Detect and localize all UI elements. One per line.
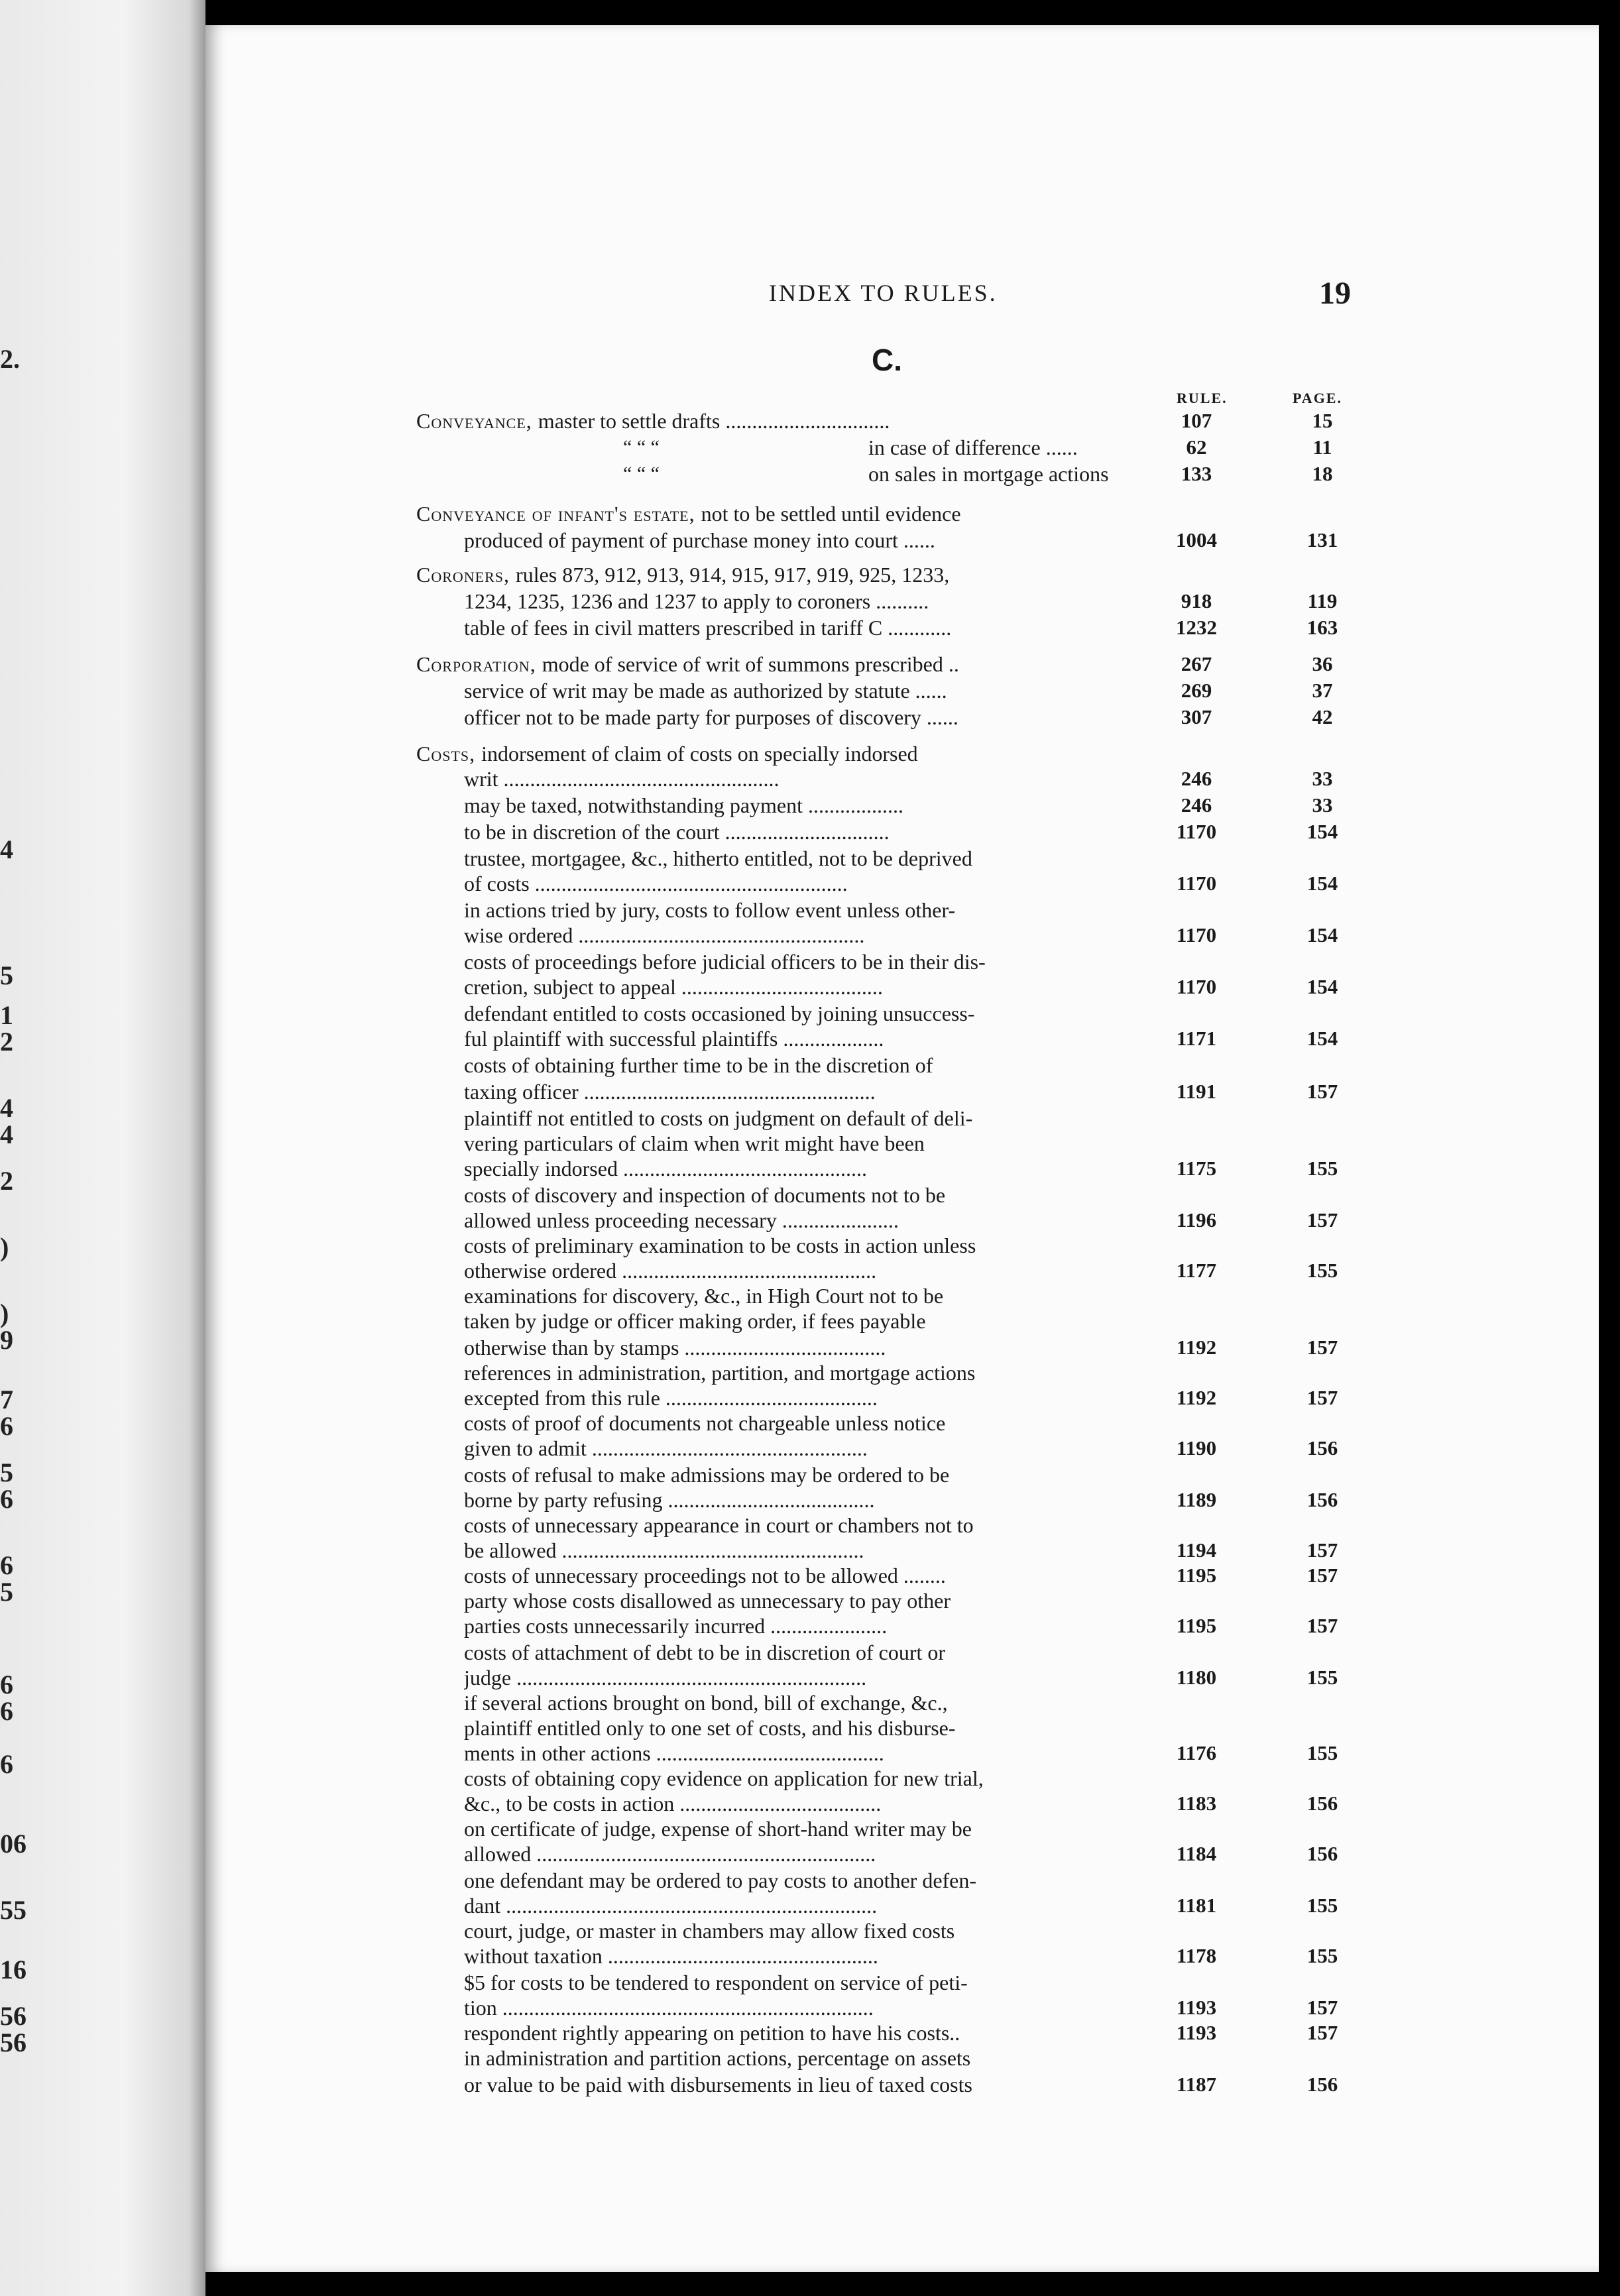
index-subentry-line [464,1943,1153,1969]
rule-number: 1191 [1176,1080,1217,1103]
entry-text: costs of proceedings before judicial officers to be in their dis- [464,950,986,974]
rule-number: 107 [1181,409,1212,432]
page-reference: 155 [1306,1157,1338,1180]
entry-text: rules 873, 912, 913, 914, 915, 917, 919, 925, 1233, [516,563,950,587]
page-reference: 157 [1306,1996,1338,2019]
left-margin-fragment: 9 [0,1325,13,1355]
entry-text: not to be settled until evidence [701,502,961,526]
index-subentry-line [464,1131,1153,1156]
page-reference: 154 [1306,820,1338,843]
page-reference: 157 [1306,1336,1338,1359]
page-reference: 15 [1312,409,1333,432]
rule-number: 133 [1181,462,1212,485]
entry-text: costs of attachment of debt to be in discretion of court or [464,1640,946,1664]
entry-text: ments in other actions ........................................... [464,1741,884,1765]
index-subentry-line [464,2072,1153,2097]
page-reference: 156 [1306,1436,1338,1460]
entry-text: in actions tried by jury, costs to follow event unless other- [464,898,956,922]
index-subentry-line [464,766,1153,791]
rule-number: 1192 [1176,1336,1217,1359]
index-subentry-line [464,2020,1153,2045]
entry-text: ful plaintiff with successful plaintiffs ................... [464,1027,884,1051]
page-reference: 156 [1306,2073,1338,2096]
index-subentry-line [464,1335,1153,1360]
entry-text: to be in discretion of the court ............................... [464,820,890,844]
left-margin-fragment: 2 [0,1027,13,1057]
index-subentry-line [464,1308,1153,1334]
index-subentry-line [464,1462,1153,1487]
entry-heading: Costs, [416,742,482,766]
index-subentry-line [464,1001,1153,1026]
left-margin-fragment: 2 [0,1166,13,1196]
rule-number: 1195 [1176,1614,1217,1637]
index-subentry-line [464,1258,1153,1283]
index-subentry-line [464,1283,1153,1308]
left-margin-fragment: 6 [0,1411,13,1441]
index-subentry-line [464,1995,1153,2020]
ditto-marks: “ “ “ [623,463,660,485]
rule-number: 1171 [1176,1027,1217,1050]
page-reference: 157 [1306,1386,1338,1409]
page-column-header: PAGE. [1293,390,1342,406]
page-reference: 157 [1306,1208,1338,1232]
entry-text: &c., to be costs in action ...................................... [464,1792,882,1815]
left-margin-fragment: 06 [0,1829,27,1859]
index-subentry-line [464,1665,1153,1690]
rule-number: 1181 [1176,1894,1217,1917]
entry-text: wise ordered ...................................................... [464,923,865,947]
left-page-edge [0,0,205,2296]
rule-number: 267 [1181,652,1212,675]
rule-number: 1184 [1176,1842,1217,1865]
left-margin-fragment: 4 [0,1119,13,1149]
index-subentry-line [464,897,1153,923]
page-reference: 157 [1306,1080,1338,1103]
entry-text: respondent rightly appearing on petition to have his costs.. [464,2021,960,2045]
rule-number: 1192 [1176,1386,1217,1409]
left-margin-fragment: 55 [0,1895,27,1925]
index-subentry-line [464,1410,1153,1436]
entry-text: costs of preliminary examination to be costs in action unless [464,1234,976,1257]
index-subentry-line [464,846,1153,871]
page-reference: 154 [1306,975,1338,998]
entry-text: or value to be paid with disbursements in lieu of taxed costs [464,2073,972,2096]
left-margin-fragment: 1 [0,1000,13,1030]
index-subentry-line [464,589,1153,614]
left-margin-fragment: 16 [0,1955,27,1984]
page-reference: 157 [1306,1614,1338,1637]
entry-text: if several actions brought on bond, bill of exchange, &c., [464,1691,948,1715]
page-reference: 157 [1306,1564,1338,1587]
left-margin-fragment: 2. [0,344,20,374]
index-subentry-line [464,1079,1153,1104]
entry-text: costs of refusal to make admissions may be ordered to be [464,1463,950,1487]
index-subentry-line [464,1970,1153,1995]
rule-number: 1194 [1176,1538,1217,1562]
entry-text: table of fees in civil matters prescribed in tariff C ............ [464,616,952,640]
left-margin-fragment: 6 [0,1670,13,1699]
entry-text: otherwise ordered ................................................ [464,1259,877,1283]
left-margin-fragment: 5 [0,1458,13,1487]
page-reference: 131 [1306,528,1338,551]
index-heading-line [416,501,1153,526]
entry-text: examinations for discovery, &c., in High Court not to be [464,1284,944,1308]
entry-text: judge .................................................................. [464,1666,867,1690]
index-subentry-line [464,1841,1153,1866]
left-margin-fragment: ) [0,1232,9,1262]
entry-text: costs of unnecessary proceedings not to be allowed ........ [464,1564,946,1587]
rule-number: 307 [1181,705,1212,728]
entry-text: writ .................................................... [464,767,780,791]
index-subentry-line [464,1053,1153,1078]
index-subentry-line [464,1741,1153,1766]
index-page [205,25,1599,2272]
index-subentry-line [464,1106,1153,1131]
page-reference: 156 [1306,1842,1338,1865]
rule-number: 1170 [1176,975,1217,998]
left-margin-fragment: 6 [0,1550,13,1580]
rule-number: 1178 [1176,1944,1217,1967]
entry-text: taxing officer ....................................................... [464,1080,876,1104]
index-subentry-line [464,1613,1153,1638]
entry-text: may be taxed, notwithstanding payment .................. [464,793,903,817]
page-reference: 11 [1312,435,1332,459]
index-subentry-line [464,1436,1153,1461]
index-subentry-line [464,1588,1153,1613]
entry-text: costs of unnecessary appearance in court or chambers not to [464,1513,974,1537]
entry-text: parties costs unnecessarily incurred ...................... [464,1614,888,1638]
rule-number: 1193 [1176,1996,1217,2019]
ditto-marks: “ “ “ [623,436,660,458]
entry-text: trustee, mortgagee, &c., hitherto entitled, not to be deprived [464,846,972,870]
entry-text: otherwise than by stamps ...................................... [464,1336,886,1359]
index-subentry-line [464,1868,1153,1893]
index-subentry-line [464,1156,1153,1181]
rule-number: 1175 [1176,1157,1217,1180]
rule-number: 1183 [1176,1792,1217,1815]
index-subentry-line [464,1816,1153,1841]
page-reference: 156 [1306,1488,1338,1511]
entry-text: borne by party refusing ....................................... [464,1488,875,1512]
entry-text: 1234, 1235, 1236 and 1237 to apply to coroners .......... [464,589,929,613]
page-number: 19 [1319,276,1351,311]
index-subentry-line [464,678,1153,703]
left-margin-fragment: 6 [0,1749,13,1779]
index-subentry-line [464,1538,1153,1563]
index-subentry-line [464,615,1153,640]
page-reference: 157 [1306,2021,1338,2044]
entry-heading: Conveyance, [416,409,538,433]
rule-number: 1170 [1176,820,1217,843]
page-reference: 155 [1306,1259,1338,1282]
rule-number: 1187 [1176,2073,1217,2096]
running-title: INDEX TO RULES. [769,280,998,306]
entry-text: costs of obtaining further time to be in the discretion of [464,1053,933,1077]
entry-text: taken by judge or officer making order, if fees payable [464,1309,926,1333]
index-heading-line [416,408,1153,433]
page-reference: 36 [1312,652,1333,675]
index-subentry-line [464,1360,1153,1385]
entry-text: plaintiff entitled only to one set of costs, and his disburse- [464,1716,956,1740]
page-reference: 18 [1312,462,1333,485]
index-heading-line [416,562,1153,587]
rule-number: 1195 [1176,1564,1217,1587]
page-reference: 154 [1306,923,1338,947]
index-subentry-line [464,793,1153,818]
rule-number: 246 [1181,767,1212,790]
section-letter: C. [872,343,902,377]
entry-heading: Corporation, [416,652,542,676]
index-subentry-line [464,528,1153,553]
entry-heading: Coroners, [416,563,516,587]
index-entries [205,25,1599,2272]
index-subentry-line [464,1715,1153,1741]
left-margin-fragment: 4 [0,834,13,864]
index-subentry-line [464,1233,1153,1258]
rule-number: 1170 [1176,872,1217,895]
rule-number: 1004 [1176,528,1217,551]
entry-text: tion ...................................................................... [464,1996,874,2020]
entry-text: references in administration, partition, and mortgage actions [464,1361,976,1385]
entry-text: costs of obtaining copy evidence on application for new trial, [464,1766,984,1790]
left-margin-fragment: 4 [0,1093,13,1123]
rule-number: 269 [1181,679,1212,702]
entry-heading: Conveyance of infant's estate, [416,502,701,526]
page-reference: 155 [1306,1894,1338,1917]
page-reference: 37 [1312,679,1333,702]
entry-text: plaintiff not entitled to costs on judgment on default of deli- [464,1106,973,1130]
page-reference: 33 [1312,767,1333,790]
page-reference: 33 [1312,793,1333,817]
index-subentry-line [464,1563,1153,1588]
left-margin-fragment: 7 [0,1385,13,1414]
entry-text: dant ...................................................................... [464,1894,878,1918]
entry-text: master to settle drafts ............................... [538,409,890,433]
entry-text: one defendant may be ordered to pay costs to another defen- [464,1868,977,1892]
left-margin-fragment: 6 [0,1484,13,1514]
index-heading-line [416,652,1153,677]
entry-text: specially indorsed .............................................. [464,1157,867,1180]
left-margin-fragment: 5 [0,960,13,990]
entry-text: service of writ may be made as authorized by statute ...... [464,679,947,703]
entry-text: without taxation ................................................... [464,1944,878,1968]
index-subentry-line [464,1385,1153,1410]
entry-text: on certificate of judge, expense of short-hand writer may be [464,1817,972,1841]
index-subentry-line [464,1791,1153,1816]
index-subentry-line [464,949,1153,974]
index-subentry-line [464,1026,1153,1051]
index-subentry-line [868,461,1153,487]
entry-text: on sales in mortgage actions [868,462,1109,486]
index-subentry-line [464,1766,1153,1791]
entry-text: given to admit .................................................... [464,1436,868,1460]
rule-number: 1196 [1176,1208,1217,1232]
left-margin-fragment: 5 [0,1577,13,1607]
page-reference: 155 [1306,1741,1338,1764]
rule-number: 1232 [1176,616,1217,639]
page-reference: 154 [1306,1027,1338,1050]
index-heading-line [416,741,1153,766]
index-subentry-line [464,1893,1153,1918]
index-subentry-line [464,1918,1153,1943]
entry-text: of costs ........................................................... [464,872,848,895]
index-subentry-line [464,1513,1153,1538]
entry-text: in case of difference ...... [868,435,1078,459]
entry-text: in administration and partition actions, percentage on assets [464,2046,971,2070]
left-margin-fragment: 6 [0,1696,13,1726]
index-subentry-line [464,2045,1153,2071]
page-reference: 156 [1306,1792,1338,1815]
rule-number: 1193 [1176,2021,1217,2044]
index-subentry-line [464,705,1153,730]
rule-number: 1170 [1176,923,1217,947]
rule-number: 62 [1186,435,1207,459]
entry-text: excepted from this rule ........................................ [464,1386,878,1410]
entry-text: defendant entitled to costs occasioned by joining unsuccess- [464,1002,975,1025]
rule-number: 1176 [1176,1741,1217,1764]
rule-column-header: RULE. [1177,390,1228,406]
entry-text: cretion, subject to appeal ...................................... [464,975,883,999]
rule-number: 246 [1181,793,1212,817]
rule-number: 1190 [1176,1436,1217,1460]
page-reference: 154 [1306,872,1338,895]
index-subentry-line [464,923,1153,948]
index-subentry-line [464,819,1153,844]
page-reference: 163 [1306,616,1338,639]
index-subentry-line [464,1182,1153,1208]
entry-text: vering particulars of claim when writ might have been [464,1131,925,1155]
left-margin-fragment: ) [0,1298,9,1328]
index-subentry-line [868,435,1153,460]
index-subentry-line [464,1487,1153,1513]
entry-text: produced of payment of purchase money into court ...... [464,528,935,552]
entry-text: costs of proof of documents not chargeable unless notice [464,1411,946,1435]
entry-text: party whose costs disallowed as unnecessary to pay other [464,1589,951,1613]
entry-text: allowed ................................................................ [464,1842,876,1866]
entry-text: officer not to be made party for purposes of discovery ...... [464,705,958,729]
page-reference: 42 [1312,705,1333,728]
page-reference: 157 [1306,1538,1338,1562]
index-subentry-line [464,1690,1153,1715]
left-margin-fragment: 56 [0,2028,27,2057]
entry-text: $5 for costs to be tendered to respondent on service of peti- [464,1971,968,1994]
page-reference: 155 [1306,1944,1338,1967]
rule-number: 1189 [1176,1488,1217,1511]
entry-text: allowed unless proceeding necessary ...................... [464,1208,899,1232]
entry-text: costs of discovery and inspection of documents not to be [464,1183,946,1207]
page-reference: 119 [1307,589,1338,612]
entry-text: be allowed ......................................................... [464,1538,864,1562]
rule-number: 1177 [1176,1259,1217,1282]
index-subentry-line [464,1208,1153,1233]
left-margin-fragment: 56 [0,2001,27,2031]
rule-number: 918 [1181,589,1212,612]
index-subentry-line [464,1640,1153,1665]
entry-text: mode of service of writ of summons prescribed .. [542,652,959,676]
rule-number: 1180 [1176,1666,1217,1689]
page-reference: 155 [1306,1666,1338,1689]
index-subentry-line [464,871,1153,896]
index-subentry-line [464,974,1153,1000]
entry-text: court, judge, or master in chambers may allow fixed costs [464,1919,955,1943]
entry-text: indorsement of claim of costs on specially indorsed [481,742,918,766]
